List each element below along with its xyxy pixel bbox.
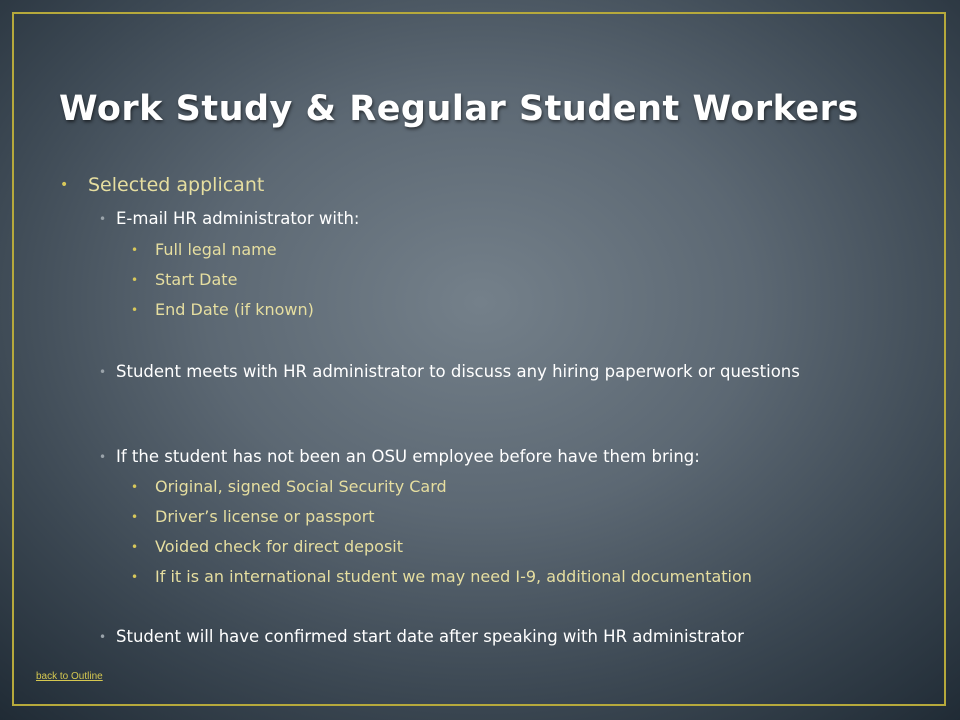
bullet-icon: • <box>131 273 139 287</box>
bullet-text: If the student has not been an OSU employee before have them bring: <box>116 447 700 466</box>
bullet-icon: • <box>99 450 107 464</box>
bullet-text: Student will have confirmed start date after speaking with HR administrator <box>116 627 744 646</box>
bullet-text: If it is an international student we may need I-9, additional documentation <box>155 567 752 586</box>
bullet-text: E-mail HR administrator with: <box>116 209 360 228</box>
bullet-icon: • <box>131 303 139 317</box>
bullet-text: Full legal name <box>155 240 277 259</box>
bullet-selected-applicant <box>60 172 264 198</box>
bullet-text: Original, signed Social Security Card <box>155 477 447 496</box>
bullet-icon: • <box>99 212 107 226</box>
bullet-icon: • <box>131 480 139 494</box>
bullet-not-osu-employee <box>99 446 700 468</box>
bullet-icon: • <box>99 365 107 379</box>
bullet-international-student <box>131 566 752 588</box>
bullet-icon: • <box>60 177 69 193</box>
bullet-social-security-card <box>131 476 447 498</box>
bullet-full-legal-name <box>131 239 277 261</box>
bullet-confirmed-start-date <box>99 626 744 648</box>
bullet-student-meets-hr <box>99 361 856 383</box>
bullet-icon: • <box>99 630 107 644</box>
bullet-icon: • <box>131 570 139 584</box>
bullet-text: Selected applicant <box>88 174 265 196</box>
bullet-text: End Date (if known) <box>155 300 314 319</box>
bullet-icon: • <box>131 540 139 554</box>
slide-title: Work Study & Regular Student Workers <box>59 89 859 129</box>
bullet-text: Driver’s license or passport <box>155 507 375 526</box>
back-to-outline-link[interactable]: back to Outline <box>36 671 103 682</box>
bullet-drivers-license <box>131 506 375 528</box>
bullet-text: Voided check for direct deposit <box>155 537 404 556</box>
bullet-text: Start Date <box>155 270 238 289</box>
bullet-email-hr <box>99 208 360 230</box>
bullet-start-date <box>131 269 237 291</box>
bullet-end-date <box>131 299 314 321</box>
bullet-icon: • <box>131 510 139 524</box>
bullet-voided-check <box>131 536 403 558</box>
bullet-text: Student meets with HR administrator to discuss any hiring paperwork or questions <box>116 362 800 381</box>
bullet-icon: • <box>131 243 139 257</box>
